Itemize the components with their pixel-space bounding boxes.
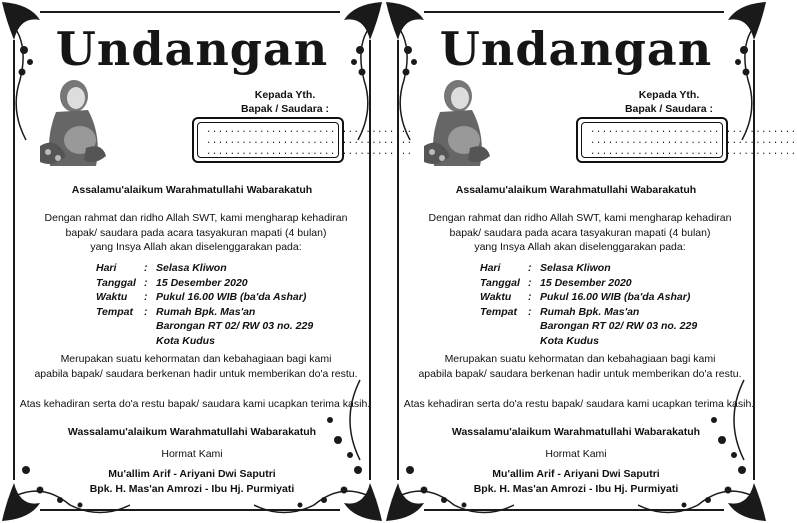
- detail-row-waktu: [96, 290, 313, 305]
- detail-value: 15 Desember 2020: [540, 276, 632, 289]
- event-details: [96, 261, 313, 348]
- detail-label: Waktu: [480, 291, 512, 303]
- detail-label: Tanggal: [96, 276, 136, 289]
- address-line: Barongan RT 02/ RW 03 no. 229: [540, 320, 698, 332]
- recipient-address-box: [192, 117, 413, 163]
- honor-paragraph: [406, 352, 754, 381]
- honor-line: Merupakan suatu kehormatan dan kebahagiaan bagi kami: [444, 353, 716, 365]
- intro-line: bapak/ saudara pada acara tasyakuran mapati (4 bulan): [65, 226, 327, 239]
- detail-row-waktu: [480, 290, 697, 305]
- honor-line: apabila bapak/ saudara berkenan hadir untuk memberikan do'a restu.: [418, 367, 742, 380]
- honor-line: Merupakan suatu kehormatan dan kebahagiaan bagi kami: [60, 353, 332, 365]
- detail-value: Selasa Kliwon: [156, 262, 227, 274]
- signature-line: Mu'allim Arif - Ariyani Dwi Saputri: [492, 468, 660, 480]
- hormat-kami: Hormat Kami: [545, 448, 607, 460]
- address-line: Rumah Bpk. Mas'an: [156, 305, 256, 318]
- address-line: Kota Kudus: [156, 334, 215, 347]
- bapak-saudara-label: Bapak / Saudara :: [240, 103, 330, 115]
- detail-value: Pukul 16.00 WIB (ba'da Ashar): [156, 291, 307, 303]
- detail-separator: :: [144, 276, 148, 289]
- thanks-line: Atas kehadiran serta do'a restu bapak/ saudara kami ucapkan terima kasih.: [19, 398, 371, 410]
- detail-label: Hari: [480, 262, 501, 274]
- detail-separator: :: [144, 291, 148, 303]
- address-line: Rumah Bpk. Mas'an: [540, 305, 640, 318]
- detail-separator: :: [528, 276, 532, 289]
- detail-label: Tempat: [96, 305, 133, 318]
- detail-separator: :: [144, 262, 148, 274]
- honor-line: apabila bapak/ saudara berkenan hadir untuk memberikan do'a restu.: [34, 367, 358, 380]
- address-line: Barongan RT 02/ RW 03 no. 229: [156, 320, 314, 332]
- intro-paragraph: [22, 211, 370, 255]
- pregnant-woman-portrait-icon: [420, 76, 492, 172]
- address-line-1: ...................................: [206, 125, 413, 135]
- detail-row-hari: [96, 261, 313, 276]
- detail-label: Waktu: [96, 291, 128, 303]
- recipient-heading: [215, 88, 355, 116]
- pregnant-woman-portrait-icon: [36, 76, 108, 172]
- intro-line: yang Insya Allah akan diselenggarakan pada:: [474, 241, 686, 253]
- signatures: [384, 467, 768, 496]
- greeting: Assalamu'alaikum Warahmatullahi Wabarakatuh: [71, 184, 313, 196]
- detail-value: Selasa Kliwon: [540, 262, 611, 274]
- address-line: Kota Kudus: [540, 334, 599, 347]
- thanks-line: Atas kehadiran serta do'a restu bapak/ saudara kami ucapkan terima kasih.: [403, 398, 755, 410]
- signature-line: Mu'allim Arif - Ariyani Dwi Saputri: [108, 468, 276, 480]
- signature-line: Bpk. H. Mas'an Amrozi - Ibu Hj. Purmiyati: [473, 482, 679, 495]
- address-line-3: ...................................: [590, 147, 797, 157]
- address-line-2: ...................................: [590, 136, 797, 146]
- detail-separator: :: [144, 305, 148, 318]
- closing-salam: Wassalamu'alaikum Warahmatullahi Wabarakatuh: [451, 426, 701, 438]
- invitation-title: Undangan: [439, 22, 713, 76]
- signatures: [0, 467, 384, 496]
- detail-value: [540, 305, 697, 349]
- detail-label: Tempat: [480, 305, 517, 318]
- recipient-address-box: [576, 117, 797, 163]
- greeting: Assalamu'alaikum Warahmatullahi Wabarakatuh: [455, 184, 697, 196]
- recipient-heading: [599, 88, 739, 116]
- intro-line: Dengan rahmat dan ridho Allah SWT, kami mengharap kehadiran: [44, 212, 348, 224]
- detail-row-tempat: [96, 305, 313, 349]
- address-line-1: ...................................: [590, 125, 797, 135]
- bapak-saudara-label: Bapak / Saudara :: [624, 103, 714, 115]
- detail-row-tempat: [480, 305, 697, 349]
- honor-paragraph: [22, 352, 370, 381]
- detail-value: 15 Desember 2020: [156, 276, 248, 289]
- detail-label: Hari: [96, 262, 117, 274]
- address-line-3: ...................................: [206, 147, 413, 157]
- detail-value: [156, 305, 313, 349]
- kepada-label: Kepada Yth.: [638, 89, 700, 101]
- hormat-kami: Hormat Kami: [161, 448, 223, 460]
- intro-paragraph: [406, 211, 754, 255]
- detail-separator: :: [528, 262, 532, 274]
- signature-line: Bpk. H. Mas'an Amrozi - Ibu Hj. Purmiyati: [89, 482, 295, 495]
- invitation-title: Undangan: [55, 22, 329, 76]
- closing-salam: Wassalamu'alaikum Warahmatullahi Wabarakatuh: [67, 426, 317, 438]
- intro-line: Dengan rahmat dan ridho Allah SWT, kami mengharap kehadiran: [428, 212, 732, 224]
- event-details: [480, 261, 697, 348]
- invitation-card-right: [384, 0, 797, 523]
- detail-value: Pukul 16.00 WIB (ba'da Ashar): [540, 291, 691, 303]
- intro-line: yang Insya Allah akan diselenggarakan pada:: [90, 241, 302, 253]
- address-line-2: ...................................: [206, 136, 413, 146]
- detail-row-tanggal: [96, 276, 313, 291]
- detail-label: Tanggal: [480, 276, 520, 289]
- detail-separator: :: [528, 305, 532, 318]
- kepada-label: Kepada Yth.: [254, 89, 316, 101]
- detail-row-tanggal: [480, 276, 697, 291]
- detail-row-hari: [480, 261, 697, 276]
- intro-line: bapak/ saudara pada acara tasyakuran mapati (4 bulan): [449, 226, 711, 239]
- detail-separator: :: [528, 291, 532, 303]
